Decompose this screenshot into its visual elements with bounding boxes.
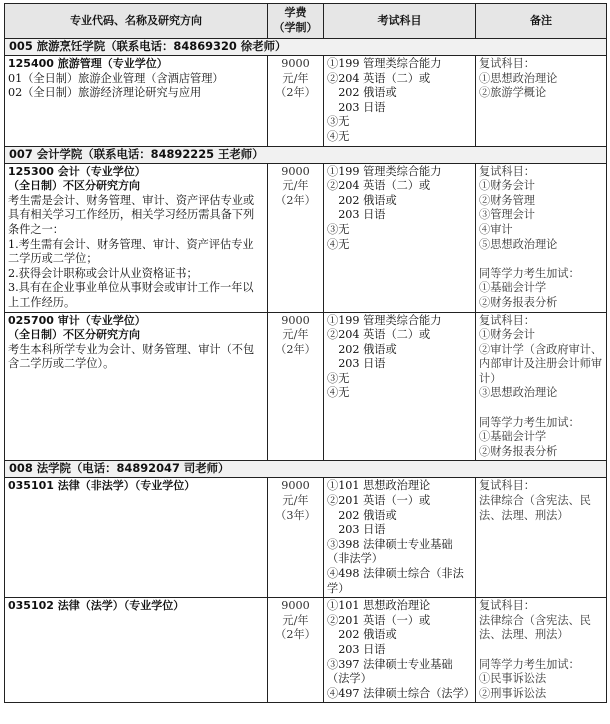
major-cell <box>5 312 268 461</box>
requirement: 2.获得会计职称或会计从业资格证书； <box>8 266 198 280</box>
dept-title: 005 旅游烹饪学院（联系电话：84869320 徐老师） <box>5 39 607 56</box>
table-row <box>5 478 607 598</box>
requirement: 考生需是会计、财务管理、审计、资产评估专业或具有相关学习工作经历，相关学习经历需具备下列条件之一： <box>8 193 255 236</box>
major-title: 035102 法律（法学）（专业学位） <box>8 599 185 613</box>
admissions-table <box>4 3 607 703</box>
note-cell: 复试科目： ①财务会计 ②审计学（含政府审计、内部审计及注册会计师审计） ③思想政治理论 同等学力考生加试： ①基础会计学 ②财务报表分析 <box>476 312 607 461</box>
direction: （全日制）不区分研究方向 <box>8 328 140 342</box>
note-cell: 复试科目： ①财务会计 ②财务管理 ③管理会计 ④审计 ⑤思想政治理论 同等学力考生加试： ①基础会计学 ②财务报表分析 <box>476 163 607 312</box>
exam-cell: ①199 管理类综合能力 ②204 英语（二）或 202 俄语或 203 日语 ③无 ④无 <box>324 312 476 461</box>
header-fee: 学费 （学制） <box>268 4 324 39</box>
requirement: 3.具有在企业事业单位从事财会或审计工作一年以上工作经历。 <box>8 281 254 309</box>
major-title: 125300 会计（专业学位） <box>8 164 146 178</box>
dept-title: 008 法学院（电话：84892047 司老师） <box>5 461 607 478</box>
major-title: 125400 旅游管理（专业学位） <box>8 57 168 70</box>
requirement: 1.考生需有会计、财务管理、审计、资产评估专业二学历或二学位； <box>8 237 254 266</box>
exam-cell: ①101 思想政治理论 ②201 英语（一）或 202 俄语或 203 日语 ③398 法律硕士专业基础（非法学） ④498 法律硕士综合（非法学） <box>324 478 476 598</box>
table-row <box>5 56 607 147</box>
fee-cell: 9000 元/年 （3年） <box>268 478 324 598</box>
note-cell: 复试科目： 法律综合（含宪法、民法、法理、刑法） <box>476 478 607 598</box>
dept-row-007 <box>5 146 607 163</box>
dept-row-008 <box>5 461 607 478</box>
major-cell <box>5 598 268 703</box>
note-cell: 复试科目： ①思想政治理论 ②旅游学概论 <box>476 56 607 147</box>
exam-cell: ①199 管理类综合能力 ②204 英语（二）或 202 俄语或 203 日语 ③无 ④无 <box>324 56 476 147</box>
major-cell <box>5 163 268 312</box>
note-cell: 复试科目： 法律综合（含宪法、民法、法理、刑法） 同等学力考生加试： ①民事诉讼法 ②刑事诉讼法 <box>476 598 607 703</box>
direction: 02（全日制）旅游经济理论研究与应用 <box>8 86 202 100</box>
major-title: 035101 法律（非法学）（专业学位） <box>8 479 196 493</box>
exam-cell: ①199 管理类综合能力 ②204 英语（二）或 202 俄语或 203 日语 ③无 ④无 <box>324 163 476 312</box>
major-cell <box>5 478 268 598</box>
header-exam: 考试科目 <box>324 4 476 39</box>
major-title: 025700 审计（专业学位） <box>8 313 146 327</box>
major-cell <box>5 56 268 147</box>
fee-cell: 9000 元/年 （2年） <box>268 598 324 703</box>
dept-row-005 <box>5 39 607 56</box>
direction: （全日制）不区分研究方向 <box>8 179 140 193</box>
dept-title: 007 会计学院（联系电话：84892225 王老师） <box>5 146 607 163</box>
table-row <box>5 598 607 703</box>
requirement: 考生本科所学专业为会计、财务管理、审计（不包含二学历或二学位）。 <box>8 342 255 371</box>
header-row <box>5 4 607 39</box>
table-row <box>5 163 607 312</box>
table-row <box>5 312 607 461</box>
fee-cell: 9000 元/年 （2年） <box>268 56 324 147</box>
fee-cell: 9000 元/年 （2年） <box>268 312 324 461</box>
header-major: 专业代码、名称及研究方向 <box>5 4 268 39</box>
exam-cell: ①101 思想政治理论 ②201 英语（一）或 202 俄语或 203 日语 ③397 法律硕士专业基础（法学） ④497 法律硕士综合（法学） <box>324 598 476 703</box>
direction: 01（全日制）旅游企业管理（含酒店管理） <box>8 71 224 85</box>
fee-cell: 9000 元/年 （2年） <box>268 163 324 312</box>
header-note: 备注 <box>476 4 607 39</box>
